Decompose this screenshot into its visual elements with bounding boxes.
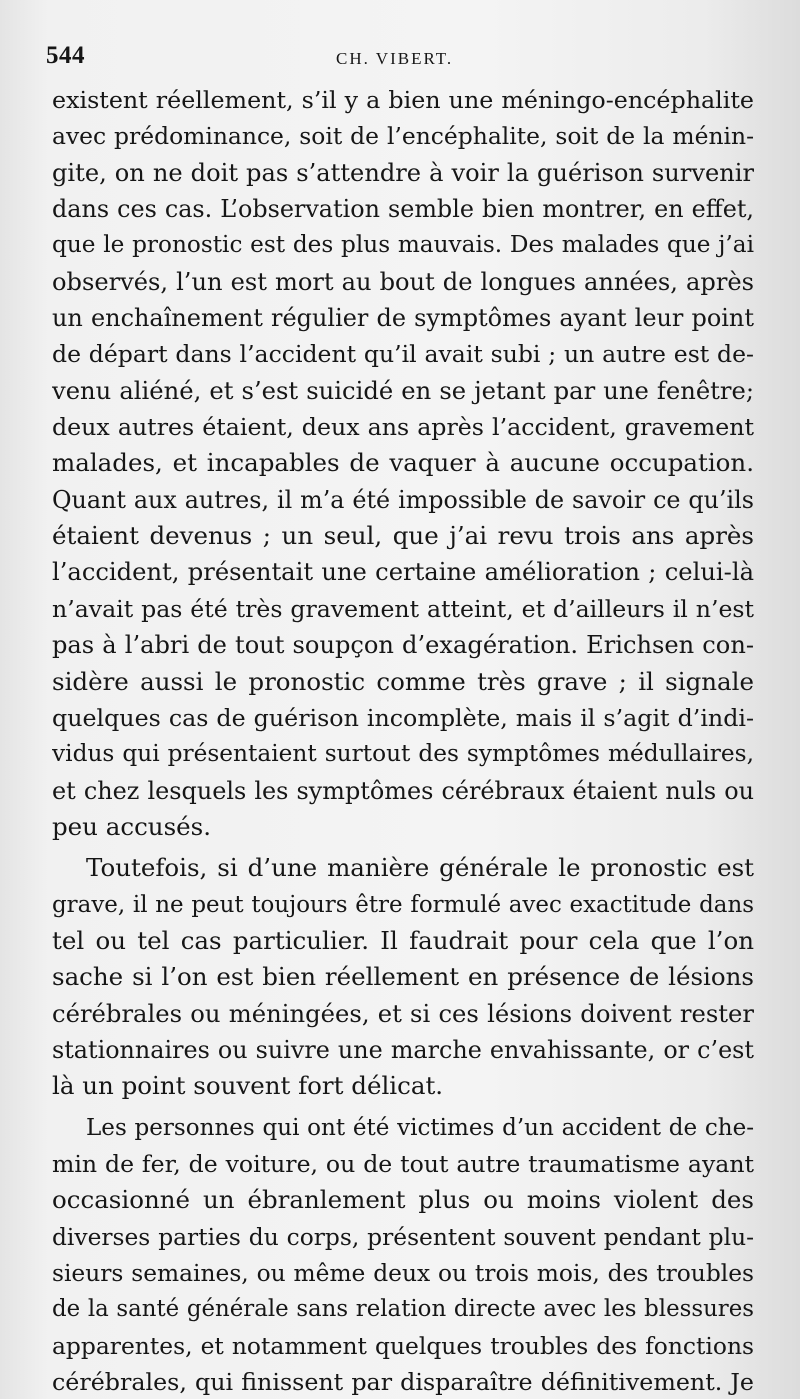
text-line: Toutefois, si d’une manière générale le pronostic est	[86, 853, 754, 883]
text-line: pas à l’abri de tout soupçon d’exagération. Erichsen con-	[52, 631, 754, 660]
page-number: 544	[46, 42, 85, 69]
text-line: avec prédominance, soit de l’encéphalite, soit de la ménin-	[52, 122, 754, 151]
text-line: cérébrales ou méningées, et si ces lésions doivent rester	[52, 998, 754, 1028]
text-line: Quant aux autres, il m’a été impossible de savoir ce qu’ils	[52, 485, 754, 514]
text-line: étaient devenus ; un seul, que j’ai revu trois ans après	[52, 521, 754, 551]
text-line: sieurs semaines, ou même deux ou trois mois, des troubles	[52, 1259, 754, 1287]
page-header	[46, 42, 760, 72]
text-line: Les personnes qui ont été victimes d’un accident de che-	[86, 1114, 754, 1141]
text-line: l’accident, présentait une certaine amélioration ; celui-là	[52, 558, 754, 587]
text-line: là un point souvent fort délicat.	[52, 1071, 444, 1101]
paragraph-3	[52, 1110, 754, 1399]
text-line: stationnaires ou suivre une marche envahissante, or c’est	[52, 1035, 754, 1064]
text-line: quelques cas de guérison incomplète, mais il s’agit d’indi-	[52, 703, 754, 732]
text-line: min de fer, de voiture, ou de tout autre traumatisme ayant	[52, 1149, 754, 1178]
text-line: sidère aussi le pronostic comme très grave ; il signale	[52, 666, 754, 696]
body-text	[52, 82, 754, 1399]
text-line: gite, on ne doit pas s’attendre à voir la guérison survenir	[52, 158, 754, 187]
text-line: apparentes, et notamment quelques troubles des fonctions	[52, 1331, 754, 1360]
text-line: n’avait pas été très gravement atteint, et d’ailleurs il n’est	[52, 594, 754, 623]
text-line: peu accusés.	[52, 811, 212, 841]
text-line: grave, il ne peut toujours être formulé avec exactitude dans	[52, 891, 754, 918]
text-line: observés, l’un est mort au bout de longues années, après	[52, 267, 754, 296]
text-line: que le pronostic est des plus mauvais. Des malades que j’ai	[52, 231, 754, 259]
text-line: existent réellement, s’il y a bien une méningo-encéphalite	[52, 86, 754, 114]
text-line: de départ dans l’accident qu’il avait subi ; un autre est de-	[52, 340, 754, 369]
text-line: vidus qui présentaient surtout des symptômes médullaires,	[52, 740, 754, 768]
paragraph-1	[52, 82, 754, 845]
text-line: cérébrales, qui finissent par disparaître définitivement. Je	[52, 1368, 754, 1397]
text-line: occasionné un ébranlement plus ou moins violent des	[52, 1185, 754, 1215]
text-line: deux autres étaient, deux ans après l’accident, gravement	[52, 413, 754, 442]
text-line: venu aliéné, et s’est suicidé en se jetant par une fenêtre;	[52, 375, 754, 405]
text-line: et chez lesquels les symptômes cérébraux étaient nuls ou	[52, 776, 754, 805]
text-line: de la santé générale sans relation directe avec les blessures	[52, 1296, 754, 1323]
text-line: un enchaînement régulier de symptômes ayant leur point	[52, 304, 754, 333]
text-line: diverses parties du corps, présentent souvent pendant plu-	[52, 1222, 754, 1251]
text-line: dans ces cas. L’observation semble bien montrer, en effet,	[52, 195, 754, 224]
text-line: tel ou tel cas particulier. Il faudrait pour cela que l’on	[52, 925, 754, 955]
paragraph-2	[52, 850, 754, 1104]
text-line: malades, et incapables de vaquer à aucune occupation.	[52, 448, 754, 478]
running-head: CH. VIBERT.	[336, 49, 454, 68]
text-line: sache si l’on est bien réellement en présence de lésions	[52, 962, 754, 992]
